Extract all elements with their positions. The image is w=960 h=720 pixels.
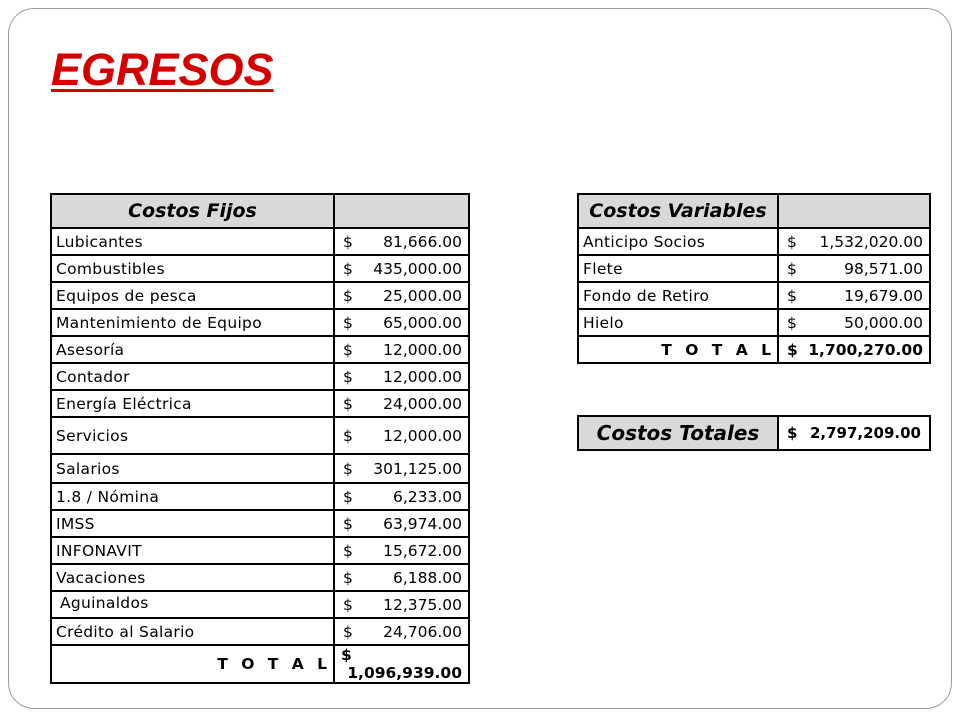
row-amount: $ 65,000.00 [334, 309, 469, 336]
fixed-costs-table [50, 193, 470, 684]
total-amount: $ 1,700,270.00 [778, 336, 930, 363]
table-row [51, 336, 469, 363]
table-row [51, 309, 469, 336]
total-label: T O T A L [51, 645, 334, 683]
row-amount: $ 63,974.00 [334, 510, 469, 537]
table-row [51, 282, 469, 309]
row-amount: $ 98,571.00 [778, 255, 930, 282]
row-amount: $ 25,000.00 [334, 282, 469, 309]
row-label: Flete [578, 255, 778, 282]
row-label: 1.8 / Nómina [51, 483, 334, 510]
row-amount: $ 15,672.00 [334, 537, 469, 564]
total-amount: $ 1,096,939.00 [334, 645, 469, 683]
table-row [51, 417, 469, 454]
table-row [51, 564, 469, 591]
row-amount: $ 12,000.00 [334, 417, 469, 454]
table-row [51, 228, 469, 255]
row-label: Combustibles [51, 255, 334, 282]
row-label: Vacaciones [51, 564, 334, 591]
row-amount: $ 6,233.00 [334, 483, 469, 510]
table-row [51, 510, 469, 537]
row-label: Fondo de Retiro [578, 282, 778, 309]
row-label: Asesoría [51, 336, 334, 363]
table-row [51, 591, 469, 618]
table-row [578, 282, 930, 309]
row-label: Aguinaldos [51, 591, 334, 618]
total-row [51, 645, 469, 683]
variable-costs-header-blank [778, 194, 930, 228]
row-label: Hielo [578, 309, 778, 336]
table-row [51, 454, 469, 483]
row-label: Equipos de pesca [51, 282, 334, 309]
fixed-costs-header-blank [334, 194, 469, 228]
total-costs-table [577, 415, 931, 451]
table-row [51, 537, 469, 564]
table-row [51, 363, 469, 390]
table-row [51, 618, 469, 645]
row-label: Salarios [51, 454, 334, 483]
row-amount: $ 50,000.00 [778, 309, 930, 336]
row-label: Lubicantes [51, 228, 334, 255]
row-label: Contador [51, 363, 334, 390]
row-amount: $ 301,125.00 [334, 454, 469, 483]
page-title: EGRESOS [51, 44, 274, 95]
row-amount: $ 6,188.00 [334, 564, 469, 591]
row-label: IMSS [51, 510, 334, 537]
total-costs-label: Costos Totales [578, 416, 778, 450]
table-row [51, 390, 469, 417]
table-row [578, 255, 930, 282]
total-costs-amount: $ 2,797,209.00 [778, 416, 930, 450]
total-label: T O T A L [578, 336, 778, 363]
row-label: Servicios [51, 417, 334, 454]
row-label: Crédito al Salario [51, 618, 334, 645]
fixed-costs-header: Costos Fijos [51, 194, 334, 228]
row-amount: $ 81,666.00 [334, 228, 469, 255]
row-amount: $ 24,706.00 [334, 618, 469, 645]
table-row [51, 483, 469, 510]
row-label: Mantenimiento de Equipo [51, 309, 334, 336]
row-amount: $ 1,532,020.00 [778, 228, 930, 255]
row-label: INFONAVIT [51, 537, 334, 564]
row-label: Anticipo Socios [578, 228, 778, 255]
total-row [578, 336, 930, 363]
table-row [51, 255, 469, 282]
row-amount: $ 12,000.00 [334, 336, 469, 363]
table-row [578, 309, 930, 336]
row-amount: $ 435,000.00 [334, 255, 469, 282]
row-amount: $ 12,375.00 [334, 591, 469, 618]
row-amount: $ 12,000.00 [334, 363, 469, 390]
table-row [578, 228, 930, 255]
row-amount: $ 24,000.00 [334, 390, 469, 417]
row-amount: $ 19,679.00 [778, 282, 930, 309]
variable-costs-header: Costos Variables [578, 194, 778, 228]
row-label: Energía Eléctrica [51, 390, 334, 417]
variable-costs-table [577, 193, 931, 364]
